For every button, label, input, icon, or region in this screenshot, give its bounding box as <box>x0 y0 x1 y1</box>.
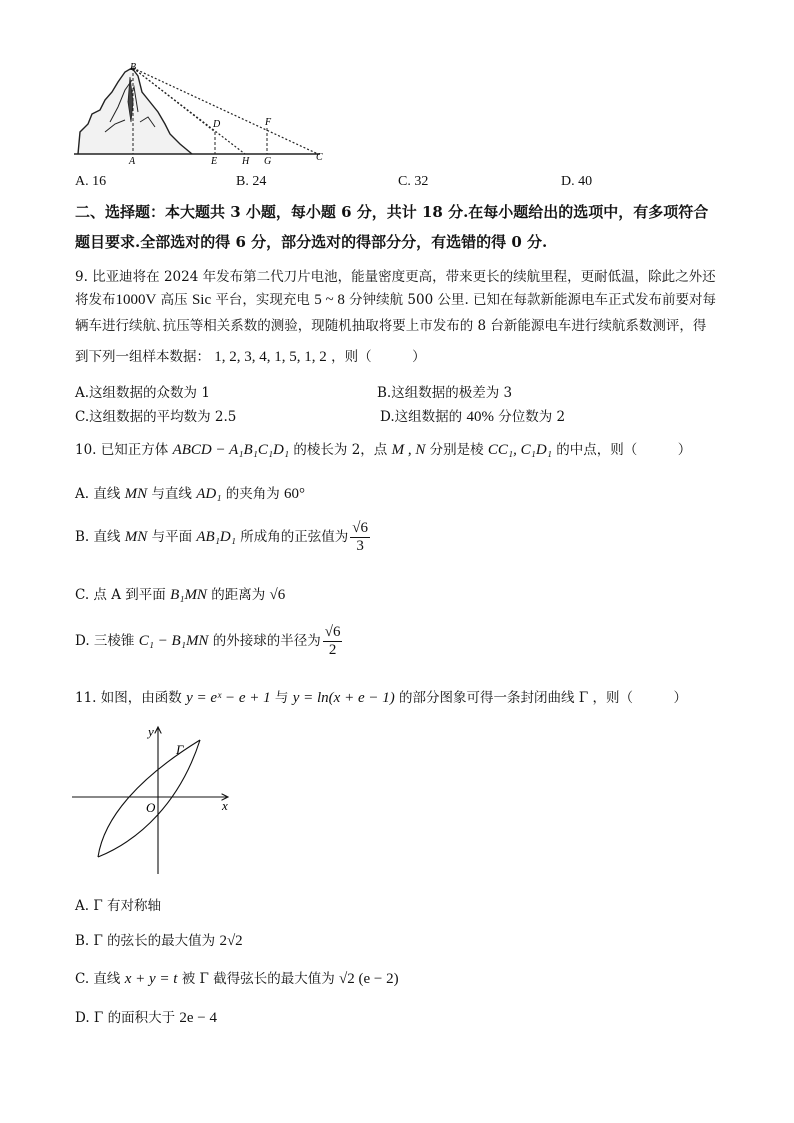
q10-text: 的棱长为 2，点 <box>289 442 392 458</box>
q10-text: 与直线 <box>147 486 197 502</box>
label-C: C <box>316 152 323 163</box>
q10-option-b[interactable] <box>75 520 372 555</box>
fig-x-label: x <box>222 798 228 813</box>
q11-b-value: 2√2 <box>219 933 243 949</box>
fig-y-label: y <box>148 724 154 739</box>
label-F: F <box>265 117 272 128</box>
q10-text: 所成角的正弦值为 <box>235 529 349 545</box>
q10-math: MN <box>124 486 148 502</box>
q11-text: B. Γ 的弦长的最大值为 <box>75 933 220 949</box>
q9-sic: Sic <box>191 292 212 308</box>
fig-gamma-label: Γ <box>176 742 184 757</box>
q9-stem-line2 <box>75 288 716 309</box>
fig-origin-label: O <box>146 800 156 815</box>
q11-figure <box>70 722 240 877</box>
q9-option-c[interactable]: C.这组数据的平均数为 2.5 <box>75 409 237 425</box>
q9-stem-line4 <box>75 345 426 366</box>
q10-b-fraction <box>350 520 370 555</box>
q8-figure <box>70 62 330 166</box>
q11-c-value: √2 (e − 2) <box>339 971 399 987</box>
q11-text: D. Γ 的面积大于 <box>75 1010 180 1026</box>
q10-edges: CC₁, C₁D₁ <box>487 442 552 458</box>
q11-function-2: y = ln(x + e − 1) <box>292 690 395 706</box>
q11-text: 被 Γ 截得弦长的最大值为 <box>177 971 340 987</box>
q9-text: 到下列一组样本数据： <box>75 349 215 365</box>
q10-text: 的外接球的半径为 <box>208 633 321 649</box>
q11-function-1: y = eˣ − e + 1 <box>186 690 271 706</box>
q10-math: C₁ − B₁MN <box>138 633 209 649</box>
q11-text: C. 直线 <box>75 971 125 987</box>
label-A: A <box>129 156 136 166</box>
q11-text: 11. 如图，由函数 <box>75 690 187 706</box>
q8-option-b[interactable]: B. 24 <box>236 174 267 189</box>
q10-text: 与平面 <box>147 529 197 545</box>
q11-option-a[interactable]: A. Γ 有对称轴 <box>75 898 161 914</box>
q10-angle: 60° <box>284 486 306 502</box>
q11-option-c[interactable] <box>75 967 399 988</box>
q9-percent: 40% <box>466 409 494 425</box>
fraction-numerator: √6 <box>324 624 341 640</box>
section-2-line2: 题目要求.全部选对的得 6 分，部分选对的得部分分，有选错的得 0 分. <box>75 233 548 251</box>
q10-d-fraction <box>323 624 343 659</box>
q10-stem <box>75 438 691 459</box>
q10-option-c[interactable] <box>75 583 285 604</box>
q10-text: C. 点 A 到平面 <box>75 587 171 603</box>
q9-option-d[interactable] <box>380 405 565 426</box>
q9-voltage: 1000V <box>115 292 157 308</box>
q9-text: ，则（ ） <box>326 349 426 365</box>
label-D: D <box>213 119 221 130</box>
q10-math: MN <box>124 529 148 545</box>
q8-option-a[interactable]: A. 16 <box>75 174 107 189</box>
q9-text: 分位数为 2 <box>493 409 566 425</box>
q9-option-a[interactable]: A.这组数据的众数为 1 <box>75 385 210 401</box>
fraction-denominator: 3 <box>356 538 364 554</box>
q10-text: A. 直线 <box>75 486 125 502</box>
q9-text: 高压 <box>156 292 192 308</box>
q8-option-d[interactable]: D. 40 <box>561 174 593 189</box>
q10-text: 的夹角为 <box>221 486 285 502</box>
q9-option-b[interactable]: B.这组数据的极差为 3 <box>377 385 513 401</box>
q10-math: B₁MN <box>170 587 207 603</box>
q11-line-eq: x + y = t <box>124 971 178 987</box>
q9-text: 平台，实现充电 <box>211 292 315 308</box>
fraction-numerator: √6 <box>352 520 369 536</box>
q9-text: 分钟续航 500 公里. 已知在每款新能源电车正式发布前要对每 <box>344 292 717 308</box>
q11-text: 与 <box>270 690 293 706</box>
label-G: G <box>264 156 272 166</box>
q9-text: D.这组数据的 <box>380 409 467 425</box>
section-2-header <box>75 199 735 255</box>
q10-text: B. 直线 <box>75 529 125 545</box>
q11-option-b[interactable] <box>75 929 243 950</box>
q10-cube: ABCD − A₁B₁C₁D₁ <box>172 442 290 458</box>
q10-distance: √6 <box>269 587 286 603</box>
label-B: B <box>130 62 137 73</box>
q8-option-c[interactable]: C. 32 <box>398 174 429 189</box>
q9-stem-line1: 9. 比亚迪将在 2024 年发布第二代刀片电池，能量密度更高，带来更长的续航里程，更耐低温，除此之外还 <box>75 269 716 285</box>
q10-option-a[interactable] <box>75 482 305 503</box>
q10-text: 的中点，则（ ） <box>551 442 692 458</box>
q9-stem-line3: 辆车进行续航､抗压等相关系数的测验，现随机抽取将要上市发布的 8 台新能源电车进行续航系数测评，得 <box>75 318 707 334</box>
fraction-denominator: 2 <box>328 642 337 658</box>
q9-sample-data: 1, 2, 3, 4, 1, 5, 1, 2 <box>214 349 327 365</box>
q10-text: 10. 已知正方体 <box>75 442 173 458</box>
q11-stem <box>75 686 687 707</box>
q10-option-d[interactable] <box>75 624 344 659</box>
q10-text: 分别是棱 <box>425 442 488 458</box>
q10-text: D. 三棱锥 <box>75 633 139 649</box>
q10-math: AD₁ <box>196 486 222 502</box>
q9-text: 将发布 <box>75 292 116 308</box>
q10-points: M , N <box>391 442 426 458</box>
q9-range: 5 ~ 8 <box>314 292 345 308</box>
section-2-line1: 二、选择题：本大题共 3 小题，每小题 6 分，共计 18 分.在每小题给出的选项中，有多项符合 <box>75 203 709 221</box>
q11-option-d[interactable] <box>75 1006 217 1027</box>
q11-text: 的部分图象可得一条封闭曲线 Γ ，则（ ） <box>394 690 687 706</box>
q11-d-value: 2e − 4 <box>179 1010 217 1026</box>
q10-math: AB₁D₁ <box>196 529 236 545</box>
q10-text: 的距离为 <box>206 587 270 603</box>
label-E: E <box>211 156 218 166</box>
label-H: H <box>242 156 250 166</box>
